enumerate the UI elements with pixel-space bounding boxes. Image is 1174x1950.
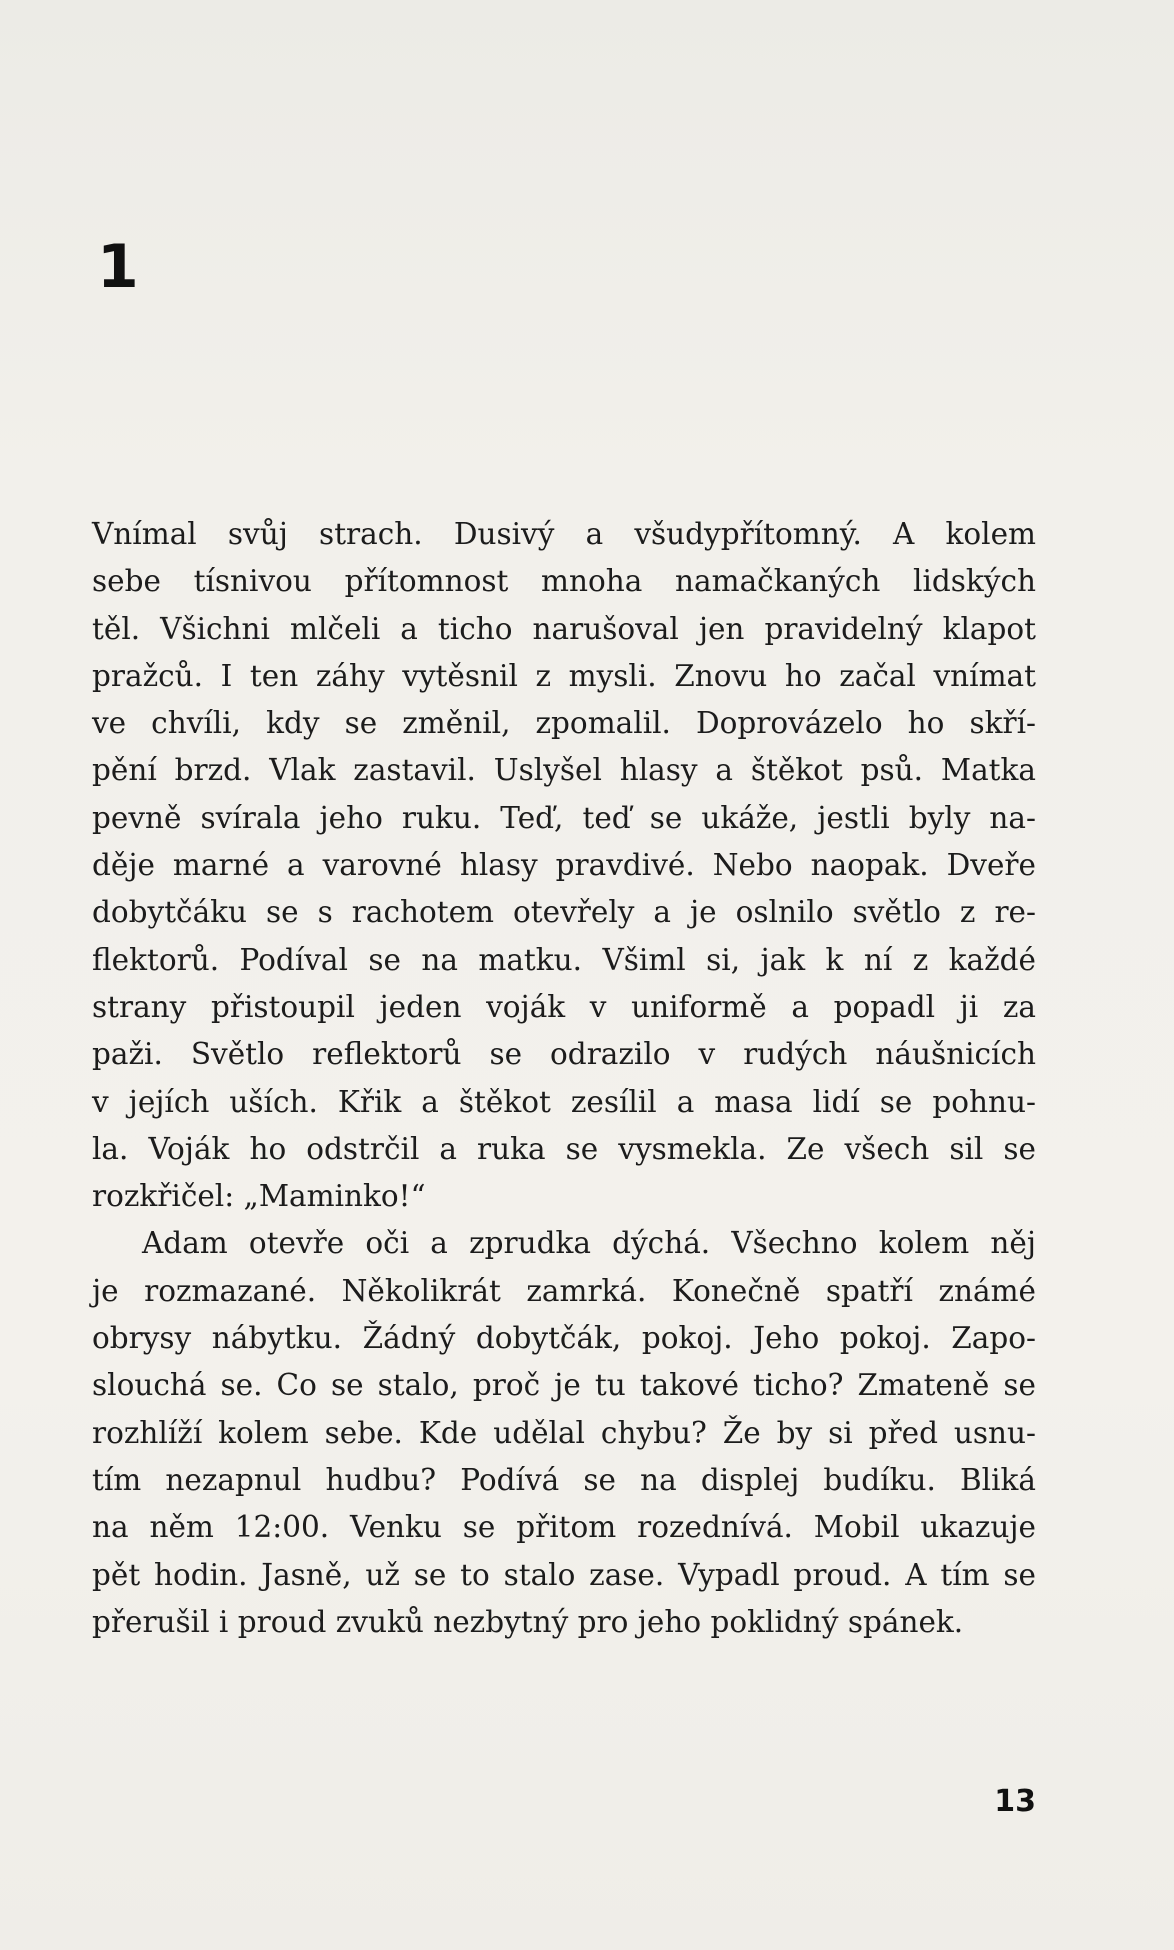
text-line: těl. Všichni mlčeli a ticho narušoval jen pravidelný klapot	[92, 611, 1036, 646]
paragraph-2	[92, 1220, 1036, 1646]
text-line: dobytčáku se s rachotem otevřely a je oslnilo světlo z re-	[92, 895, 1036, 930]
text-line: pevně svírala jeho ruku. Teď, teď se ukáže, jestli byly na-	[92, 800, 1036, 835]
text-line: na něm 12:00. Venku se přitom rozednívá. Mobil ukazuje	[92, 1510, 1036, 1545]
body-text	[92, 511, 1036, 1646]
text-line: Vnímal svůj strach. Dusivý a všudypřítomný. A kolem	[92, 517, 1036, 551]
text-line: tím nezapnul hudbu? Podívá se na displej budíku. Bliká	[92, 1462, 1036, 1497]
text-line: obrysy nábytku. Žádný dobytčák, pokoj. Jeho pokoj. Zapo-	[92, 1321, 1036, 1356]
text-line: paži. Světlo reflektorů se odrazilo v rudých náušnicích	[92, 1037, 1036, 1072]
chapter-number: 1	[97, 232, 139, 302]
text-line: přerušil i proud zvuků nezbytný pro jeho poklidný spánek.	[92, 1604, 964, 1639]
text-line: pění brzd. Vlak zastavil. Uslyšel hlasy a štěkot psů. Matka	[92, 753, 1036, 788]
text-line: ve chvíli, kdy se změnil, zpomalil. Doprovázelo ho skří-	[92, 706, 1036, 741]
text-line: pražců. I ten záhy vytěsnil z mysli. Znovu ho začal vnímat	[92, 658, 1036, 693]
text-line: rozkřičel: „Maminko!“	[92, 1179, 426, 1214]
text-line: Adam otevře oči a zprudka dýchá. Všechno kolem něj	[142, 1226, 1036, 1261]
text-line: je rozmazané. Několikrát zamrká. Konečně spatří známé	[92, 1273, 1036, 1308]
text-line: la. Voják ho odstrčil a ruka se vysmekla. Ze všech sil se	[92, 1131, 1036, 1166]
text-line: rozhlíží kolem sebe. Kde udělal chybu? Že by si před usnu-	[92, 1415, 1036, 1450]
text-line: slouchá se. Co se stalo, proč je tu takové ticho? Zmateně se	[92, 1368, 1036, 1403]
text-line: sebe tísnivou přítomnost mnoha namačkaných lidských	[92, 564, 1036, 599]
text-line: pět hodin. Jasně, už se to stalo zase. Vypadl proud. A tím se	[92, 1557, 1036, 1592]
text-line: děje marné a varovné hlasy pravdivé. Nebo naopak. Dveře	[92, 848, 1036, 883]
page-number: 13	[994, 1784, 1036, 1819]
text-line: strany přistoupil jeden voják v uniformě a popadl ji za	[92, 989, 1036, 1024]
paragraph-1	[92, 511, 1036, 1220]
text-line: flektorů. Podíval se na matku. Všiml si, jak k ní z každé	[92, 942, 1036, 977]
text-line: v jejích uších. Křik a štěkot zesílil a masa lidí se pohnu-	[92, 1084, 1036, 1119]
